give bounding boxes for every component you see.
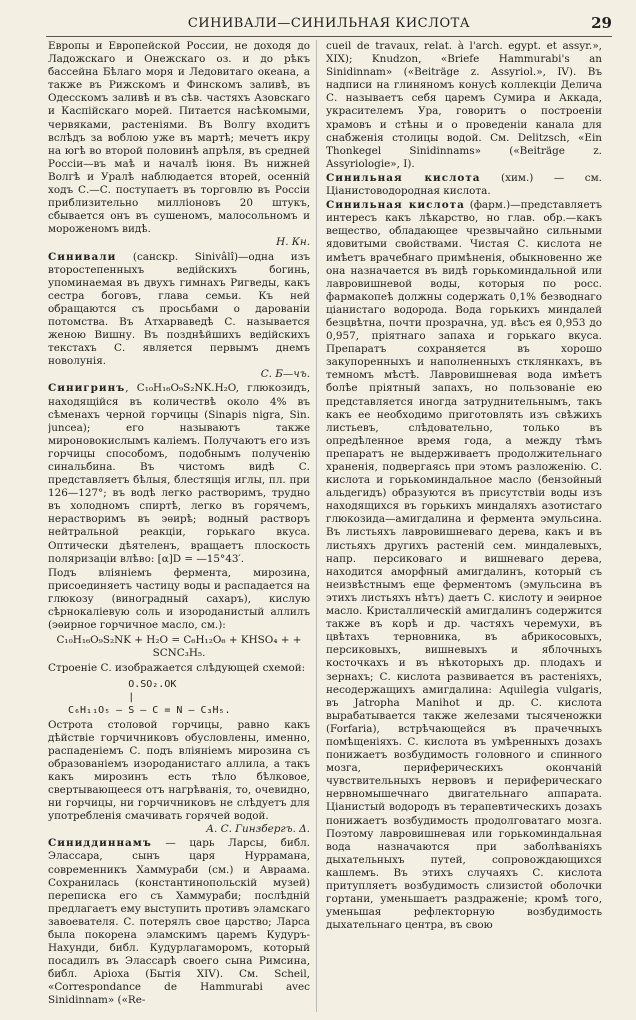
running-header [46,14,612,32]
headword: Синильная кислота [326,171,481,184]
left-column [48,40,310,1014]
entry-sinigrin [48,382,310,565]
entry-text: (санскр. Sinivâlî)—одна изъ второстепенныхъ ведійскихъ богинь, упоминаемая въ двухъ гимнахъ Ригведы, какъ сестра боговъ, глава семьи. Къ ней обращаются съ просьбами о дарованіи потомства. Въ Атхарваведѣ С. называется женою Вишну. Въ позднѣйшихъ ведійскихъ текстахъ С. является первымъ днемъ новолунія. [48,250,310,368]
paragraph-text: Европы и Европейской России, не доходя до Ладожскаго и Онежскаго оз. и до рѣкъ бассейна Бѣлаго моря и Ледовитаго океана, а также въ Рижскомъ и Финскомъ заливѣ, въ Одесскомъ заливѣ и въ сѣв. частяхъ Азовскаго и Каспійскаго морей. Питается насѣкомыми, червяками, растеніями. Въ Волгу входитъ вслѣдъ за воблою уже въ мартѣ; мечетъ икру на югѣ во второй половинѣ апрѣля, въ средней Россіи—въ маѣ и началѣ іюня. Въ нижней Волгѣ и Уралѣ наблюдается вторей, осенній ходъ С.—С. поступаетъ въ торговлю въ Россіи приблизительно милліоновъ 20 штукъ, сбывается онъ въ сушеномъ, малосольномъ и мороженомъ видѣ. [48,40,310,236]
headword: Синиддиннамъ [48,837,152,850]
paragraph: Подъ вліяніемъ фермента, мирозина, присоединяетъ частицу воды и распадается на глюкозу (виноградный сахаръ), кислую сѣрнокаліевую соль и изороданистый аллилъ (эѳирное горчичное масло, см.): [48,566,310,632]
paragraph: cueil de travaux, relat. à l'arch. egypt. et assyr.», XIX); Knudzon, «Briefe Hammurabi's an Sinidinnam» («Beiträge z. Assyriol.», IV). Въ надписи на глиняномъ конусѣ коллекціи Делича С. называетъ себя царемъ Сумира и Аккада, украсителемъ Ура, говоритъ о построеніи храмовъ и стѣны и о проведеніи канала для снабженія столицы водой. См. Delitzsch, «Ein Thonkegel Sinidinnams» («Beiträge z. Assyriologie», I). [326,40,602,170]
entry-text: — царь Ларсы, библ. Элассара, сынъ царя Нуррамана, современникъ Хаммураби (см.) и Авраама. Сохранилась (константинопольскій музей) переписка его съ Хаммураби; послѣдній предлагаетъ ему выступить противъ эламскаго завоевателя. С. потерялъ свое царство; Ларса была покорена эламскимъ царемъ Кудуръ-Нахунди, библ. Кудурлагаморомъ, который посадилъ въ Элассарѣ своего сына Римсина, библ. Аріоха (Бытія XIV). См. Scheil, «Correspondance de Hammurabi avec Sinidinnam» («Re- [48,837,310,1007]
paragraph: Строеніе С. изображается слѣдующей схемой: [48,662,306,675]
header-rule [46,36,612,37]
headword: Синильная кислота [326,199,465,212]
author-signature: А. С. Гинзбергъ. Δ. [206,823,310,836]
entry-text: , C₁₀H₁₆O₉S₂NK.H₂O, глюкозидъ, находящійся въ количествѣ около 4% въ сѣменахъ черной горчицы (Sinapis nigra, Sin. juncea); его называютъ также мироновокислымъ каліемъ. Получаютъ его изъ горчицы способомъ, подобнымъ полученію синальбина. Въ чистомъ видѣ С. представляетъ бѣлыя, блестящія иглы, пл. при 126—127°; въ водѣ легко растворимъ, трудно въ холодномъ спиртѣ, легко въ горячемъ, нерастворимъ въ эѳирѣ; водный растворъ нейтральной реакціи, горькаго вкуса. Оптически дѣятеленъ, вращаетъ плоскость поляризаціи влѣво: [α]D = —15°43′. [48,382,310,565]
entry-siniddinnam [48,837,310,1007]
author-signature: С. Б—чъ. [260,368,310,381]
page-title: СИНИВАЛИ—СИНИЛЬНАЯ КИСЛОТА [187,15,471,31]
author-signature: Н. Кн. [276,236,310,249]
entry-text: (фарм.)—представляетъ интересъ какъ лѣкарство, но глав. обр.—какъ вещество, обладающее чрезвычайно сильными ядовитыми свойствами. Чистая С. кислота не имѣетъ врачебнаго примѣненія, обыкновенно же она назначается въ видѣ горькоминдальной или лавровишневой воды, которыя по росс. фармакопеѣ должны содержать 0,1% безводнаго ціанистаго водорода. Вода горькихъ миндалей безцвѣтна, почти прозрачна, уд. вѣсъ ея 0,953 до 0,957, пріятнаго запаха и горькаго вкуса. Препаратъ сохраняется въ хорошо закупоренныхъ и наполненныхъ стклянкахъ, въ темномъ мѣстѣ. Лавровишневая вода имѣетъ болѣе пріятный запахъ, но пользованіе ею представляется иногда затруднительнымъ, такъ какъ ее необходимо приготовлять изъ свѣжихъ листьевъ, слѣдовательно, только въ опредѣленное время года, а между тѣмъ препаратъ не выдерживаетъ продолжительнаго храненія, подвергаясь при этомъ разложенію. С. кислота и горькоминдальное масло (бензойный альдегидъ) образуются въ присутствіи воды изъ находящихся въ горькихъ миндаляхъ азотистаго глюкозида—амигдалина и фермента эмульсина. Въ листьяхъ лавровишневаго дерева, какъ и въ листьяхъ другихъ растеній сем. миндалевыхъ, напр. персиковаго и вишневаго дерева, находится аморфный амигдалинъ, который съ неизвѣстнымъ еще ферментомъ (эмульсина въ этихъ листьяхъ нѣтъ) даетъ С. кислоту и эѳирное масло. Кристаллическій амигдалинъ содержится также въ корѣ и др. частяхъ черемухи, въ цвѣтахъ терновника, въ абрикосовыхъ, персиковыхъ, вишневыхъ и яблочныхъ косточкахъ и въ нѣкоторыхъ др. плодахъ и зернахъ; С. кислота развивается въ растеніяхъ, несодержащихъ амигдалина: Aquilegia vulgaris, въ Jatropha Manihot и др. С. кислота вырабатывается также железами тысяченожки (Forfaria), встрѣчающейся въ прачечныхъ помѣщеніяхъ. С. кислота въ умѣренныхъ дозахъ понижаетъ возбудимость головного и спинного мозга, периферическихъ окончаній чувствительныхъ нервовъ и периферическаго нервномышечнаго двигательнаго аппарата. Ціанистый водородъ въ терапевтическихъ дозахъ понижаетъ возбудимость продолговатаго мозга. Поэтому лавровишневая или горькоминдальная вода назначаются при заболѣваніяхъ дыхательныхъ путей, сопровождающихся кашлемъ. Въ этихъ случаяхъ С. кислота притупляетъ возбудимость слизистой оболочки гортани, уменьшаетъ раздраженіе; кромѣ того, уменьшая рефлекторную возбудимость дыхательнаго центра, въ свою [326,199,602,932]
paragraph [48,719,310,837]
entry-sinilnaya-kislota-chem [326,172,602,198]
entry-text: (хим.) — см. Ціанистоводородная кислота. [326,171,602,198]
chemical-equation: C₁₀H₁₆O₉S₂NK + H₂O = C₆H₁₂O₆ + KHSO₄ + + SCNC₃H₅. [56,634,302,660]
right-column [326,40,602,1014]
article-fragment-sig [48,40,310,250]
entry-sinivali [48,251,310,382]
headword: Синивали [48,250,117,263]
structural-formula: O.SO₂.OK | C₆H₁₁O₅ — S — C = N — C₃H₅. [68,678,231,716]
entry-sinilnaya-kislota-pharm [326,199,602,932]
headword: Синигринъ [48,382,126,395]
paragraph-text: Острота столовой горчицы, равно какъ дѣйствіе горчичниковъ обусловлены, именно, распаденіемъ С. подъ вліяніемъ мирозина съ образованіемъ изороданистаго аллила, а такъ какъ мирозинъ есть тѣло бѣлковое, свертывающееся отъ нагрѣванія, то, очевидно, ни горчицы, ни горчичниковъ не слѣдуетъ для употребленія смачивать горячей водой. [48,718,310,823]
page-number: 29 [591,14,612,32]
column-separator [316,40,317,1012]
